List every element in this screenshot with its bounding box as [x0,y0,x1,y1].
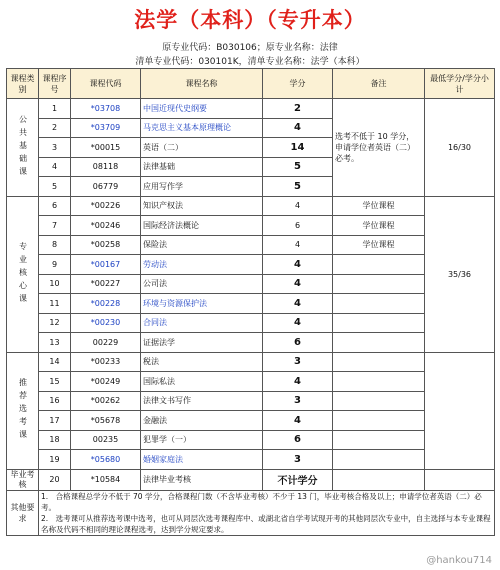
course-name-cell: 法律文书写作 [141,391,263,411]
seq-cell: 11 [39,294,71,314]
seq-cell: 6 [39,196,71,216]
category-cell: 毕业考核 [7,469,39,490]
remark-cell [333,352,425,372]
category-label: 专业核心课 [18,241,28,307]
table-row [7,294,495,314]
course-name-cell: 公司法 [141,274,263,294]
code-cell: *10584 [71,469,141,490]
original-major-info: 原专业代码：B030106；原专业名称：法律 [162,43,338,53]
remark-cell [333,274,425,294]
credit-cell: 5 [263,177,333,197]
category-label: 推荐选考课 [18,378,28,443]
seq-cell: 14 [39,352,71,372]
remark-cell [333,313,425,333]
seq-cell: 7 [39,216,71,236]
table-row [7,196,495,216]
table-row [7,430,495,450]
header-min-credit: 最低学分/学分小计 [425,69,495,99]
seq-cell: 1 [39,99,71,119]
remark-cell [333,430,425,450]
course-name-cell: 英语（二） [141,138,263,158]
seq-cell: 9 [39,255,71,275]
credit-cell: 不计学分 [263,469,333,490]
code-cell: *00227 [71,274,141,294]
table-header-row [7,69,495,99]
table-row [7,411,495,431]
credit-cell: 4 [263,313,333,333]
credit-cell: 4 [263,372,333,392]
remark-cell [333,372,425,392]
course-name-cell: 犯罪学（一） [141,430,263,450]
curriculum-table [6,68,495,536]
remark-cell [333,333,425,353]
code-cell: *03708 [71,99,141,119]
code-cell: *00249 [71,372,141,392]
course-name-cell: 法律毕业考核 [141,469,263,490]
credit-cell: 6 [263,216,333,236]
credit-cell: 4 [263,235,333,255]
table-row [7,450,495,470]
seq-cell: 15 [39,372,71,392]
credit-cell: 4 [263,255,333,275]
seq-cell: 17 [39,411,71,431]
table-row [7,372,495,392]
remark-cell [333,450,425,470]
course-name-cell: 婚姻家庭法 [141,450,263,470]
header-name: 课程名称 [141,69,263,99]
course-name-cell: 证据法学 [141,333,263,353]
credit-cell: 2 [263,99,333,119]
seq-cell: 20 [39,469,71,490]
code-cell: 08118 [71,157,141,177]
code-cell: *00167 [71,255,141,275]
table-row [7,216,495,236]
category-cell [7,99,39,197]
watermark: @hankou714 [426,555,492,566]
code-cell: *00228 [71,294,141,314]
course-name-cell: 法律基础 [141,157,263,177]
table-row [7,391,495,411]
code-cell: *05680 [71,450,141,470]
min-credit-cell [425,352,495,469]
remark-cell [333,294,425,314]
credit-cell: 6 [263,333,333,353]
course-name-cell: 保险法 [141,235,263,255]
page-title: 法学（本科）（专升本） [134,8,366,32]
course-name-cell: 应用写作学 [141,177,263,197]
credit-cell: 4 [263,411,333,431]
course-name-cell: 合同法 [141,313,263,333]
code-cell: *00258 [71,235,141,255]
credit-cell: 6 [263,430,333,450]
credit-cell: 3 [263,352,333,372]
course-name-cell: 金融法 [141,411,263,431]
code-cell: *00015 [71,138,141,158]
code-cell: *00233 [71,352,141,372]
seq-cell: 5 [39,177,71,197]
course-name-cell: 劳动法 [141,255,263,275]
remark-cell [333,255,425,275]
code-cell: 00229 [71,333,141,353]
category-cell [7,352,39,469]
header-credit: 学分 [263,69,333,99]
requirement-2: 2. 选考课可从推荐选考课中选考，也可从同层次选考课程库中、或湖北省自学考试现开考的其他同层次专业中，自主选择与本专业课程名称及代码不相同的理论课程选考，达到学分规定要求。 [41,513,491,534]
category-label: 公共基础课 [18,114,28,180]
course-name-cell: 中国近现代史纲要 [141,99,263,119]
seq-cell: 18 [39,430,71,450]
header-seq: 课程序号 [39,69,71,99]
table-row [7,333,495,353]
other-requirements-label: 其他要求 [7,490,39,535]
code-cell: *00262 [71,391,141,411]
seq-cell: 4 [39,157,71,177]
course-name-cell: 环境与资源保护法 [141,294,263,314]
credit-cell: 4 [263,294,333,314]
code-cell: *05678 [71,411,141,431]
other-requirements-text [39,490,495,535]
code-cell: *00226 [71,196,141,216]
credit-cell: 4 [263,196,333,216]
remark-cell: 学位课程 [333,216,425,236]
table-row [7,469,495,490]
code-cell: *00230 [71,313,141,333]
requirement-1: 1. 合格课程总学分不低于 70 学分，合格课程门数（不含毕业考核）不少于 13 门，毕业考核合格及以上；申请学位者英语（二）必考。 [41,491,482,512]
course-name-cell: 国际私法 [141,372,263,392]
table-row [7,274,495,294]
remark-cell: 学位课程 [333,235,425,255]
credit-cell: 3 [263,391,333,411]
table-row [7,235,495,255]
seq-cell: 10 [39,274,71,294]
code-cell: 00235 [71,430,141,450]
credit-cell: 3 [263,450,333,470]
credit-cell: 14 [263,138,333,158]
seq-cell: 16 [39,391,71,411]
code-cell: *00246 [71,216,141,236]
course-name-cell: 知识产权法 [141,196,263,216]
header-code: 课程代码 [71,69,141,99]
course-name-cell: 国际经济法概论 [141,216,263,236]
seq-cell: 8 [39,235,71,255]
category-cell [7,196,39,352]
other-requirements-row [7,490,495,535]
header-category: 课程类别 [7,69,39,99]
remark-cell [333,391,425,411]
list-major-info: 清单专业代码：030101K，清单专业名称：法学（本科） [135,57,365,67]
credit-cell: 4 [263,274,333,294]
code-cell: *03709 [71,118,141,138]
seq-cell: 13 [39,333,71,353]
header-remark: 备注 [333,69,425,99]
seq-cell: 2 [39,118,71,138]
table-row [7,313,495,333]
table-row [7,352,495,372]
remark-cell: 选考不低于 10 学分，申请学位者英语（二）必考。 [333,99,425,197]
credit-cell: 5 [263,157,333,177]
table-row [7,99,495,119]
seq-cell: 12 [39,313,71,333]
table-row [7,255,495,275]
remark-cell [333,469,425,490]
min-credit-cell [425,469,495,490]
min-credit-cell: 16/30 [425,99,495,197]
seq-cell: 3 [39,138,71,158]
remark-cell: 学位课程 [333,196,425,216]
course-name-cell: 马克思主义基本原理概论 [141,118,263,138]
code-cell: 06779 [71,177,141,197]
course-name-cell: 税法 [141,352,263,372]
seq-cell: 19 [39,450,71,470]
min-credit-cell: 35/36 [425,196,495,352]
credit-cell: 4 [263,118,333,138]
remark-cell [333,411,425,431]
